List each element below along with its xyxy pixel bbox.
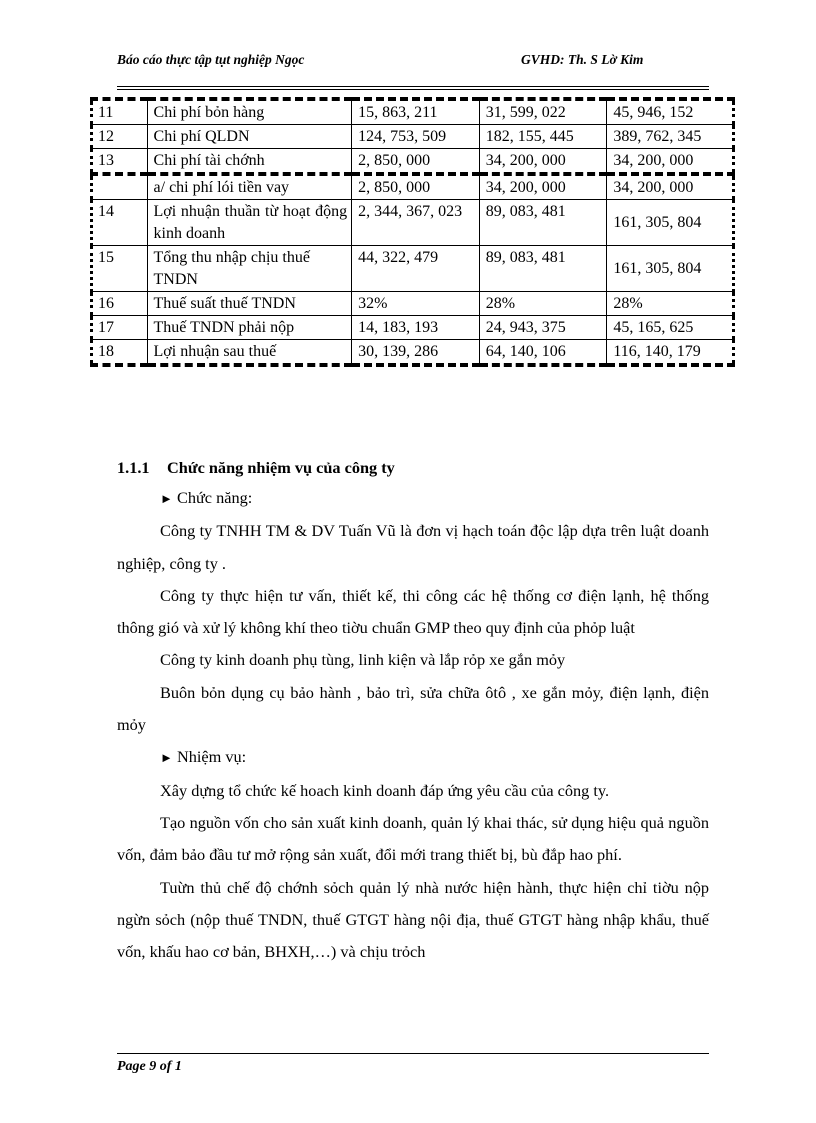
body-content bbox=[117, 454, 709, 968]
row-number: 15 bbox=[92, 246, 148, 292]
paragraph: Công ty TNHH TM & DV Tuấn Vũ là đơn vị hạch toán độc lập dựa trên luật doanh nghiệp, công ty . bbox=[117, 521, 709, 573]
value-year-1: 32% bbox=[352, 292, 480, 316]
value-year-3: 161, 305, 804 bbox=[607, 246, 734, 292]
functions-heading bbox=[117, 482, 709, 515]
row-label: a/ chi phí lói tiền vay bbox=[147, 174, 352, 200]
value-year-3: 389, 762, 345 bbox=[607, 125, 734, 149]
page-number: Page 9 of 1 bbox=[117, 1059, 182, 1074]
row-label: Lợi nhuận thuần từ hoạt động kinh doanh bbox=[147, 200, 352, 246]
financial-table bbox=[90, 97, 735, 367]
table-row bbox=[92, 149, 734, 175]
paragraph: Tạo nguồn vốn cho sản xuất kinh doanh, quản lý khai thác, sử dụng hiệu quả nguồn vốn, đảm bảo đầu tư mở rộng sản xuất, đổi mới trang thiết bị, bù đắp hao phí. bbox=[117, 812, 709, 865]
row-label: Thuế suất thuế TNDN bbox=[147, 292, 352, 316]
triangle-bullet-icon: ► bbox=[160, 750, 173, 766]
value-year-1: 2, 850, 000 bbox=[352, 149, 480, 175]
row-number: 11 bbox=[92, 99, 148, 125]
row-label: Tổng thu nhập chịu thuế TNDN bbox=[147, 246, 352, 292]
table-row bbox=[92, 174, 734, 200]
value-year-1: 124, 753, 509 bbox=[352, 125, 480, 149]
table-row bbox=[92, 292, 734, 316]
paragraph: Tuừn thủ chế độ chớnh sỏch quản lý nhà nước hiện hành, thực hiện chỉ tiờu nộp ngừn sỏch (nộp thuế TNDN, thuế GTGT hàng nội địa, thuế GTGT hàng nhập khẩu, thuế vốn, khấu hao cơ bản, BHXH,…) và chịu trỏch bbox=[117, 877, 709, 962]
section-heading bbox=[117, 454, 709, 482]
row-number: 13 bbox=[92, 149, 148, 175]
value-year-2: 89, 083, 481 bbox=[479, 200, 607, 246]
table-row bbox=[92, 246, 734, 292]
table-row bbox=[92, 316, 734, 340]
row-number: 12 bbox=[92, 125, 148, 149]
row-label: Chi phí bỏn hàng bbox=[147, 99, 352, 125]
functions-heading-text: Chức năng: bbox=[176, 488, 253, 507]
row-label: Thuế TNDN phải nộp bbox=[147, 316, 352, 340]
section-number: 1.1.1 bbox=[117, 458, 150, 477]
value-year-3: 34, 200, 000 bbox=[607, 149, 734, 175]
value-year-3: 28% bbox=[607, 292, 734, 316]
value-year-2: 89, 083, 481 bbox=[479, 246, 607, 292]
value-year-1: 15, 863, 211 bbox=[352, 99, 480, 125]
table-row bbox=[92, 340, 734, 366]
value-year-2: 31, 599, 022 bbox=[479, 99, 607, 125]
value-year-3: 45, 165, 625 bbox=[607, 316, 734, 340]
value-year-1: 14, 183, 193 bbox=[352, 316, 480, 340]
value-year-2: 182, 155, 445 bbox=[479, 125, 607, 149]
value-year-1: 2, 344, 367, 023 bbox=[352, 200, 480, 246]
row-number: 16 bbox=[92, 292, 148, 316]
paragraph: Công ty thực hiện tư vấn, thiết kế, thi công các hệ thống cơ điện lạnh, hệ thống thông gió và xử lý không khí theo tiờu chuẩn GMP theo quy định của phỏp luật bbox=[117, 585, 709, 638]
table-row bbox=[92, 200, 734, 246]
paragraph: Công ty kinh doanh phụ tùng, linh kiện và lắp rỏp xe gắn mỏy bbox=[160, 650, 566, 670]
row-label: Lợi nhuận sau thuế bbox=[147, 340, 352, 366]
duties-heading-text: Nhiệm vụ: bbox=[176, 747, 247, 767]
value-year-3: 161, 305, 804 bbox=[607, 200, 734, 246]
header-report-title: Báo cáo thực tập tụt nghiệp Ngọc bbox=[117, 52, 305, 67]
row-number: 17 bbox=[92, 316, 148, 340]
value-year-1: 30, 139, 286 bbox=[352, 340, 480, 366]
paragraph: Buôn bỏn dụng cụ bảo hành , bảo trì, sửa chữa ôtô , xe gắn mỏy, điện lạnh, điện mỏy bbox=[117, 682, 709, 735]
value-year-3: 34, 200, 000 bbox=[607, 174, 734, 200]
value-year-2: 34, 200, 000 bbox=[479, 149, 607, 175]
page-header bbox=[117, 52, 709, 88]
value-year-3: 116, 140, 179 bbox=[607, 340, 734, 366]
row-label: Chi phí tài chớnh bbox=[147, 149, 352, 175]
value-year-3: 45, 946, 152 bbox=[607, 99, 734, 125]
value-year-2: 34, 200, 000 bbox=[479, 174, 607, 200]
footer-divider bbox=[117, 1053, 709, 1054]
value-year-2: 64, 140, 106 bbox=[479, 340, 607, 366]
header-divider-thin bbox=[117, 89, 709, 90]
row-label: Chi phí QLDN bbox=[147, 125, 352, 149]
section-title: Chức năng nhiệm vụ của công ty bbox=[167, 458, 395, 477]
value-year-1: 2, 850, 000 bbox=[352, 174, 480, 200]
table-row bbox=[92, 99, 734, 125]
header-supervisor: GVHD: Th. S Lờ Kim bbox=[521, 52, 644, 67]
paragraph: Xây dựng tổ chức kế hoach kinh doanh đáp ứng yêu cầu của công ty. bbox=[160, 780, 610, 800]
value-year-2: 28% bbox=[479, 292, 607, 316]
duties-heading bbox=[117, 741, 709, 774]
header-divider bbox=[117, 86, 709, 87]
table-row bbox=[92, 125, 734, 149]
triangle-bullet-icon: ► bbox=[160, 491, 173, 506]
row-number: 18 bbox=[92, 340, 148, 366]
value-year-2: 24, 943, 375 bbox=[479, 316, 607, 340]
row-number bbox=[92, 174, 148, 200]
value-year-1: 44, 322, 479 bbox=[352, 246, 480, 292]
row-number: 14 bbox=[92, 200, 148, 246]
